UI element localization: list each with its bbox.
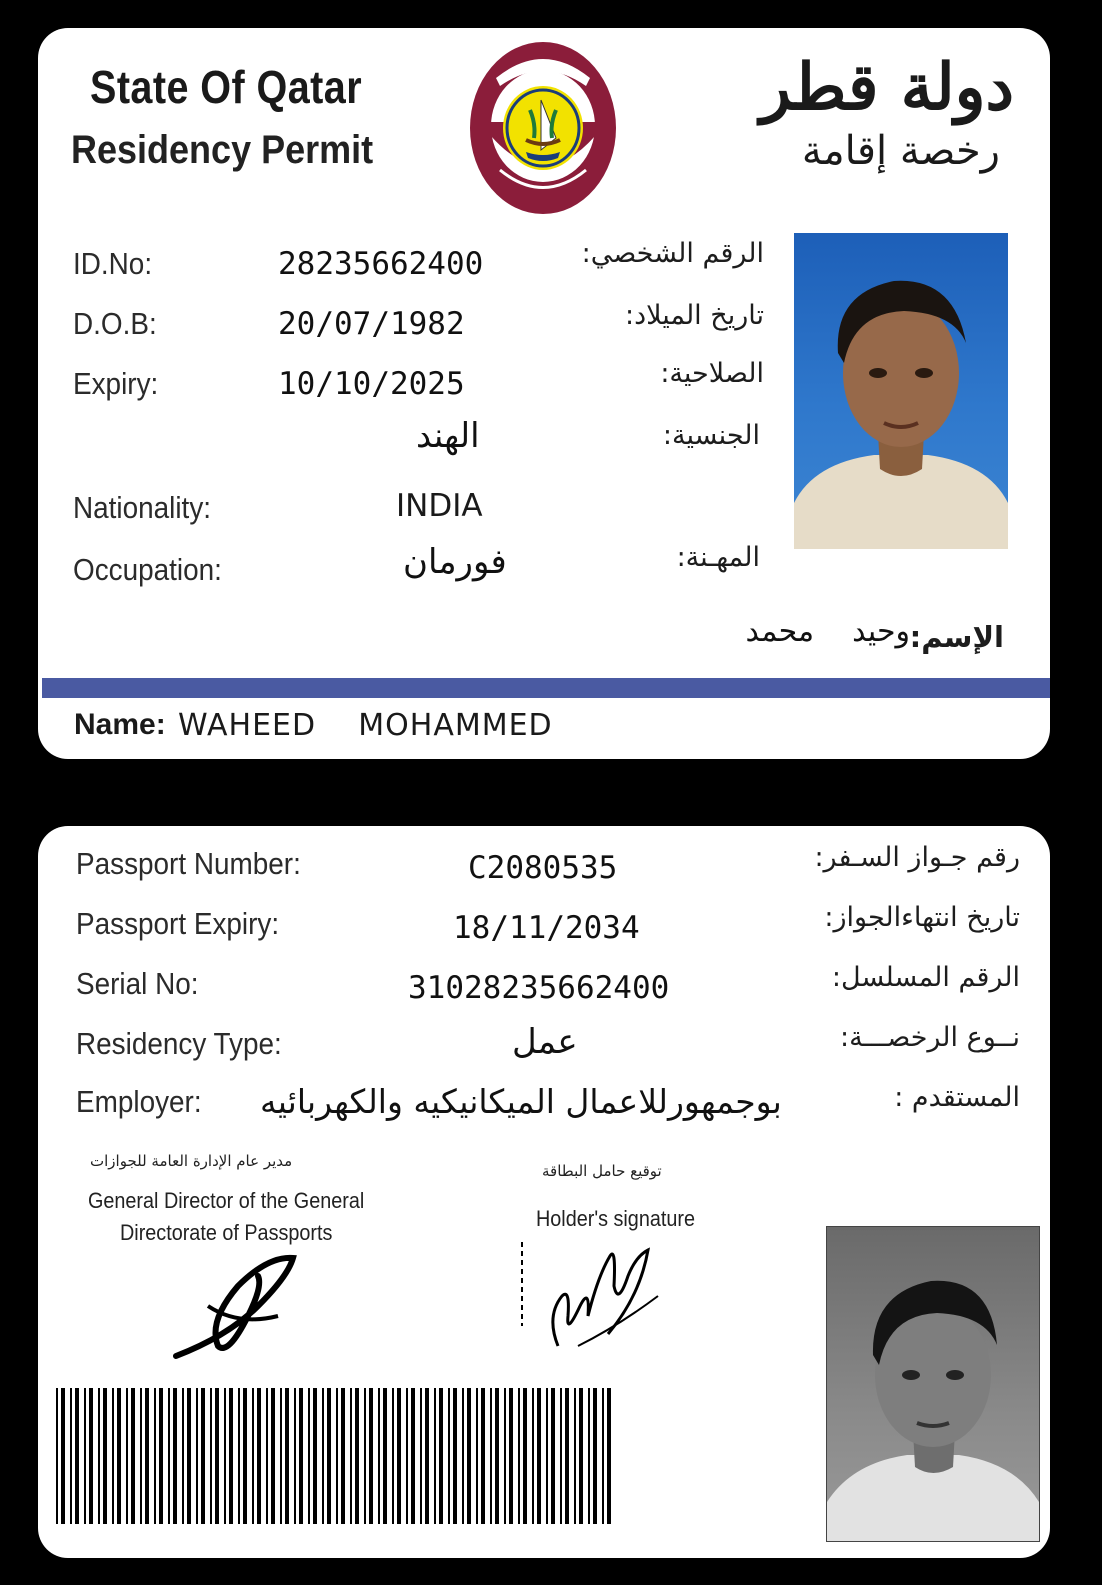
passport-number-label: Passport Number:: [76, 846, 301, 881]
passport-number-value: C2080535: [468, 850, 618, 886]
name-value: WAHEED MOHAMMED: [178, 708, 553, 743]
id-number-label-arabic: الرقم الشخصي:: [581, 238, 764, 269]
expiry-label: Expiry:: [73, 366, 159, 401]
passport-expiry-label-arabic: تاريخ انتهاءالجواز:: [824, 902, 1020, 933]
dob-label-arabic: تاريخ الميلاد:: [624, 300, 764, 331]
expiry-value: 10/10/2025: [278, 366, 465, 402]
id-number-label: ID.No:: [73, 246, 153, 281]
nationality-label-arabic: الجنسية:: [662, 420, 760, 451]
director-title-arabic: مدير عام الإدارة العامة للجوازات: [90, 1152, 293, 1170]
passport-number-label-arabic: رقم جـواز السـفر:: [814, 842, 1020, 873]
serial-number-label-arabic: الرقم المسلسل:: [831, 962, 1020, 993]
name-band: [42, 678, 1050, 698]
director-title-line2: Directorate of Passports: [120, 1220, 333, 1245]
passport-expiry-label: Passport Expiry:: [76, 906, 280, 941]
employer-label: Employer:: [76, 1084, 202, 1119]
occupation-value-arabic: فورمان: [403, 542, 507, 582]
nationality-value-arabic: الهند: [416, 416, 480, 456]
holder-signature-label: Holder's signature: [536, 1206, 695, 1231]
director-signature-icon: [168, 1246, 308, 1366]
passport-expiry-value: 18/11/2034: [453, 910, 640, 946]
employer-value-arabic: بوجمهورللاعمال الميكانيكيه والكهربائيه: [260, 1082, 782, 1121]
occupation-label: Occupation:: [73, 552, 222, 587]
holder-photo-grayscale: [826, 1226, 1040, 1542]
residency-type-label-arabic: نــوع الرخصـــة:: [839, 1022, 1020, 1053]
title-english: State Of Qatar: [90, 61, 363, 113]
name-label: Name:: [74, 708, 166, 741]
permit-back-card: [38, 826, 1050, 1558]
holder-signature-arabic: توقيع حامل البطاقة: [542, 1162, 662, 1180]
id-number-value: 28235662400: [278, 246, 484, 282]
director-title-line1: General Director of the General: [88, 1188, 365, 1213]
barcode-bars: [56, 1388, 612, 1524]
subtitle-english: Residency Permit: [71, 128, 374, 172]
emblem-caption: دولة قطر State of Qatar: [483, 218, 494, 219]
residency-type-value-arabic: عمل: [512, 1022, 578, 1062]
subtitle-arabic: رخصة إقامة: [801, 128, 1000, 174]
title-arabic: دولة قطر: [760, 50, 1014, 125]
nationality-label: Nationality:: [73, 490, 212, 525]
serial-number-label: Serial No:: [76, 966, 199, 1001]
person-silhouette-icon: [794, 233, 1008, 549]
person-silhouette-grayscale-icon: [827, 1227, 1039, 1541]
qatar-emblem-icon: [468, 40, 618, 216]
dob-value: 20/07/1982: [278, 306, 465, 342]
barcode: [56, 1388, 612, 1524]
residency-type-label: Residency Type:: [76, 1026, 282, 1061]
nationality-value: INDIA: [396, 488, 483, 524]
permit-front-card: [38, 28, 1050, 759]
holder-photo: [794, 233, 1008, 549]
name-value-arabic: وحيد محمد: [745, 614, 910, 649]
name-label-arabic: الإسم:: [909, 620, 1004, 654]
employer-label-arabic: المستقدم :: [894, 1082, 1020, 1113]
holder-signature-icon: [518, 1236, 668, 1356]
expiry-label-arabic: الصلاحية:: [660, 358, 764, 389]
serial-number-value: 31028235662400: [408, 970, 670, 1006]
occupation-label-arabic: المهـنة:: [676, 542, 760, 573]
dob-label: D.O.B:: [73, 306, 157, 341]
